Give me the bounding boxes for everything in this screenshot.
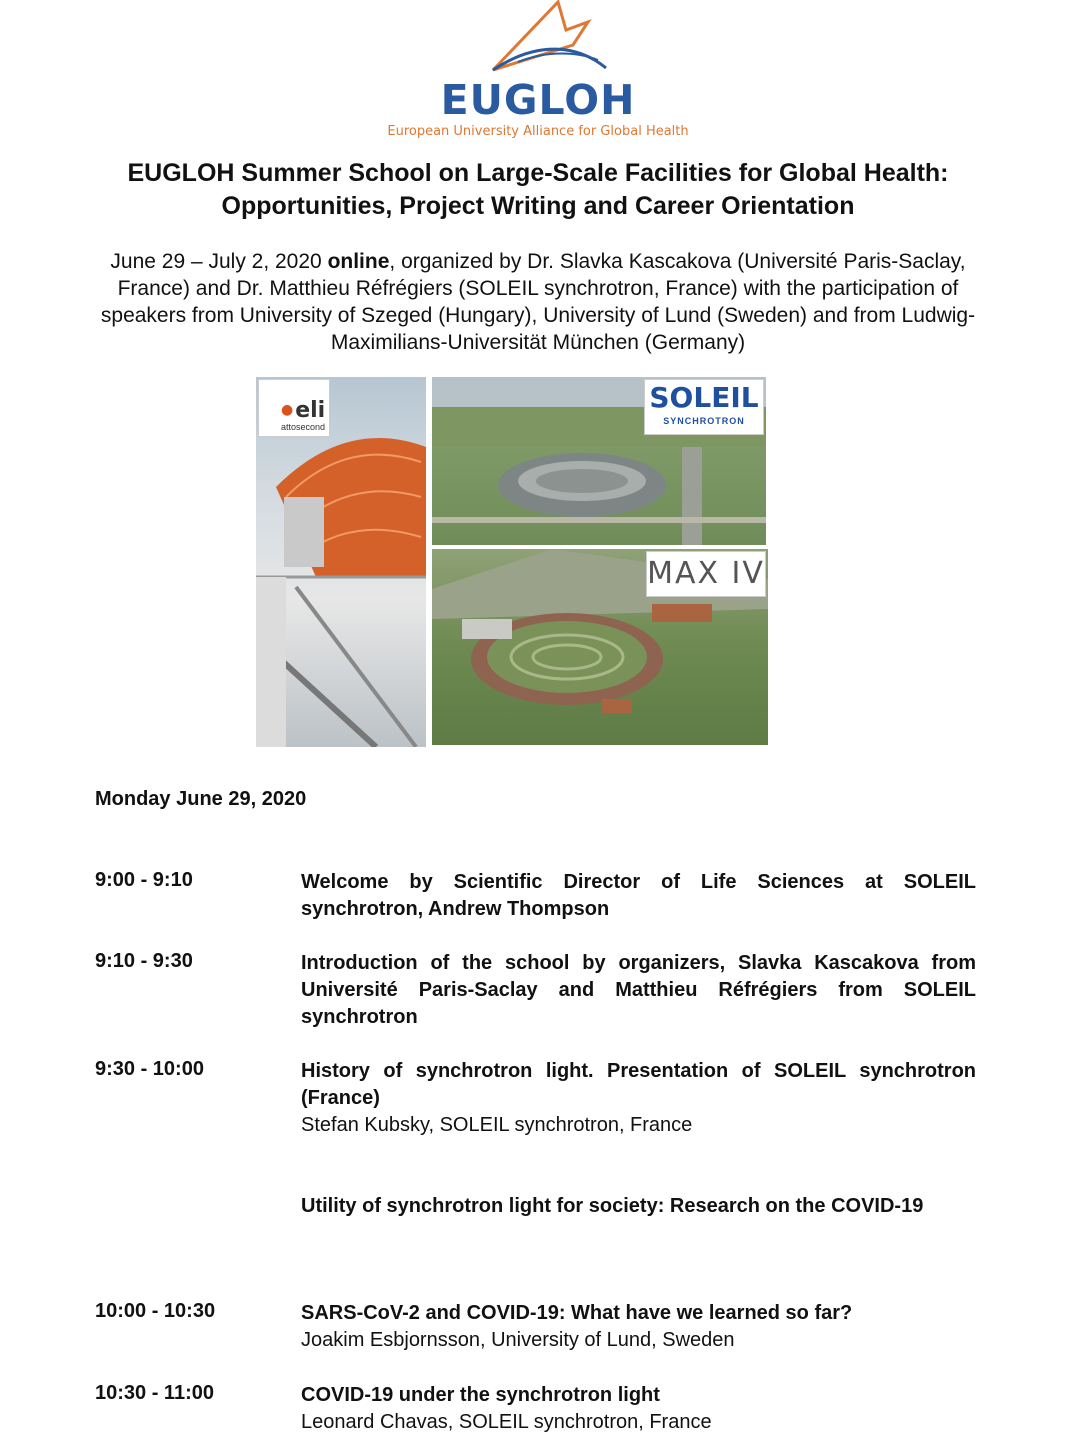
intro-rest: , organized by Dr. Slavka Kascakova (Université Paris-Saclay, France) and Dr. Matthieu Réfrégiers (SOLEIL synchrotron, France) with the participation of speakers from University of Szeged (Hungary), University of Lund (Sweden) and from Ludwig-Maximilians-Universität München (Germany) (100, 250, 976, 354)
session-item (301, 869, 976, 923)
session-item (301, 1193, 976, 1220)
eli-logo-badge (258, 379, 330, 437)
session-time: 10:00 - 10:30 (95, 1300, 216, 1322)
session-speaker: Leonard Chavas, SOLEIL synchrotron, France (301, 1411, 712, 1433)
session-time: 9:10 - 9:30 (95, 950, 193, 972)
facility-photos (256, 377, 768, 747)
maxiv-logo: MAX IV (647, 556, 765, 591)
session-title: Introduction of the school by organizers, Slavka Kascakova from Université Paris-Saclay and Matthieu Réfrégiers from SOLEIL synchrotron (301, 952, 976, 1028)
session-item (301, 1058, 976, 1139)
session-item (301, 1382, 976, 1436)
session-time: 10:30 - 11:00 (95, 1382, 214, 1404)
soleil-photo (432, 377, 766, 545)
soleil-logo: SOLEIL (649, 381, 759, 414)
intro-dates: June 29 – July 2, 2020 (110, 250, 328, 273)
session-item (301, 950, 976, 1031)
soleil-logo-sub: SYNCHROTRON (663, 416, 745, 426)
maxiv-logo-badge (646, 551, 766, 597)
logo-wordmark: EUGLOH (440, 76, 636, 124)
eli-logo-sub: attosecond (281, 422, 326, 432)
session-title: SARS-CoV-2 and COVID-19: What have we learned so far? (301, 1302, 853, 1324)
eugloh-logo (0, 0, 1076, 145)
session-title: Utility of synchrotron light for society: Research on the COVID-19 (301, 1195, 924, 1217)
session-item (301, 1300, 976, 1354)
logo-tagline: European University Alliance for Global Health (387, 124, 689, 139)
eli-photo (256, 377, 426, 747)
session-title: COVID-19 under the synchrotron light (301, 1384, 660, 1406)
intro-paragraph (90, 248, 986, 356)
maxiv-photo (432, 549, 768, 745)
session-speaker: Joakim Esbjornsson, University of Lund, Sweden (301, 1329, 735, 1351)
session-speaker: Stefan Kubsky, SOLEIL synchrotron, France (301, 1114, 693, 1136)
day-heading: Monday June 29, 2020 (95, 788, 307, 810)
intro-online: online (327, 250, 390, 273)
session-time: 9:00 - 9:10 (95, 869, 193, 891)
session-time: 9:30 - 10:00 (95, 1058, 204, 1080)
eli-logo: ● eli (281, 398, 325, 423)
eugloh-bird-icon (478, 0, 608, 78)
page-title: EUGLOH Summer School on Large-Scale Facilities for Global Health: Opportunities, Project Writing and Career Orientation (127, 159, 949, 220)
session-title: History of synchrotron light. Presentation of SOLEIL synchrotron (France) (301, 1060, 976, 1109)
soleil-logo-badge (644, 379, 764, 435)
session-title: Welcome by Scientific Director of Life Sciences at SOLEIL synchrotron, Andrew Thompson (301, 871, 976, 920)
